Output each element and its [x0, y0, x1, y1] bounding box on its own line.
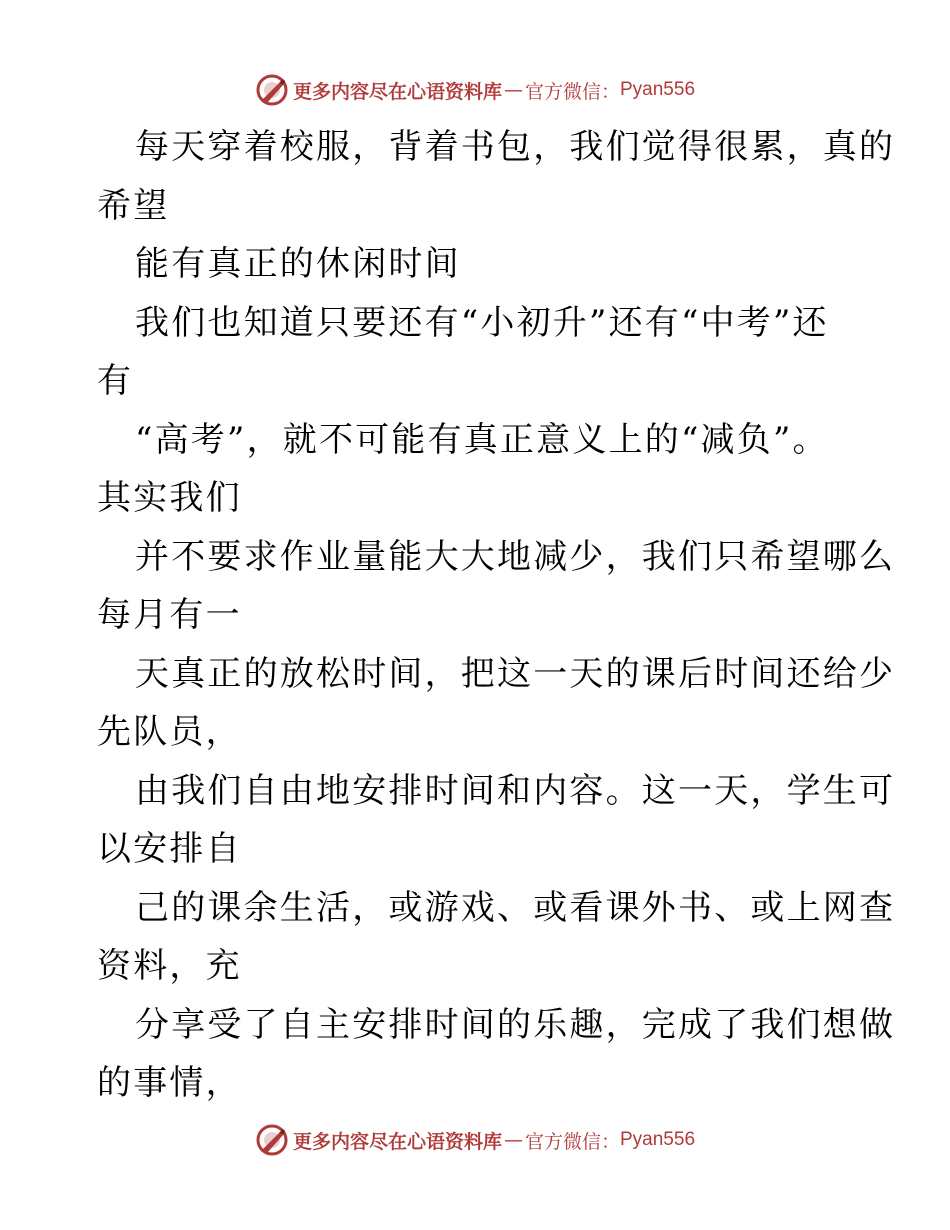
body-line: 分享受了自主安排时间的乐趣，完成了我们想做	[135, 1004, 896, 1045]
banner-separator: —	[503, 79, 523, 101]
body-line: 由我们自由地安排时间和内容。这一天，学生可	[135, 770, 896, 811]
body-line: 以安排自	[97, 829, 242, 869]
body-line: 的事情，	[97, 1063, 242, 1103]
banner-separator: —	[503, 1129, 523, 1151]
body-line: 并不要求作业量能大大地减少，我们只希望哪么	[135, 536, 896, 577]
document-body	[97, 118, 896, 1113]
body-line: 希望	[97, 185, 170, 226]
body-line: 天真正的放松时间，把这一天的课后时间还给少	[135, 653, 896, 694]
pen-logo-icon	[255, 1123, 289, 1157]
banner-main-text: 更多内容尽在心语资料库	[292, 1130, 502, 1153]
body-line: 其实我们	[97, 478, 242, 518]
header-banner	[0, 68, 950, 112]
body-line: 每天穿着校服，背着书包，我们觉得很累，真的	[135, 127, 896, 167]
body-line: 能有真正的休闲时间	[135, 244, 461, 284]
banner-wechat-label: 官方微信：	[524, 80, 620, 103]
body-line: 我们也知道只要还有“小初升”还有“中考”还	[135, 302, 829, 343]
banner-main-text: 更多内容尽在心语资料库	[292, 80, 502, 103]
body-line: 每月有一	[97, 595, 242, 635]
banner-wechat-id: Pyan556	[620, 79, 696, 100]
pen-logo-icon	[255, 73, 289, 107]
body-line: 资料，充	[97, 946, 242, 986]
banner-wechat-label: 官方微信：	[524, 1130, 620, 1153]
body-line: 己的课余生活，或游戏、或看课外书、或上网查	[135, 887, 896, 928]
body-line: 有	[97, 361, 134, 401]
banner-wechat-id: Pyan556	[620, 1129, 696, 1150]
footer-banner	[0, 1118, 950, 1162]
body-line: “高考”，就不可能有真正意义上的“减负”。	[135, 419, 829, 460]
body-line: 先队员，	[97, 712, 242, 752]
